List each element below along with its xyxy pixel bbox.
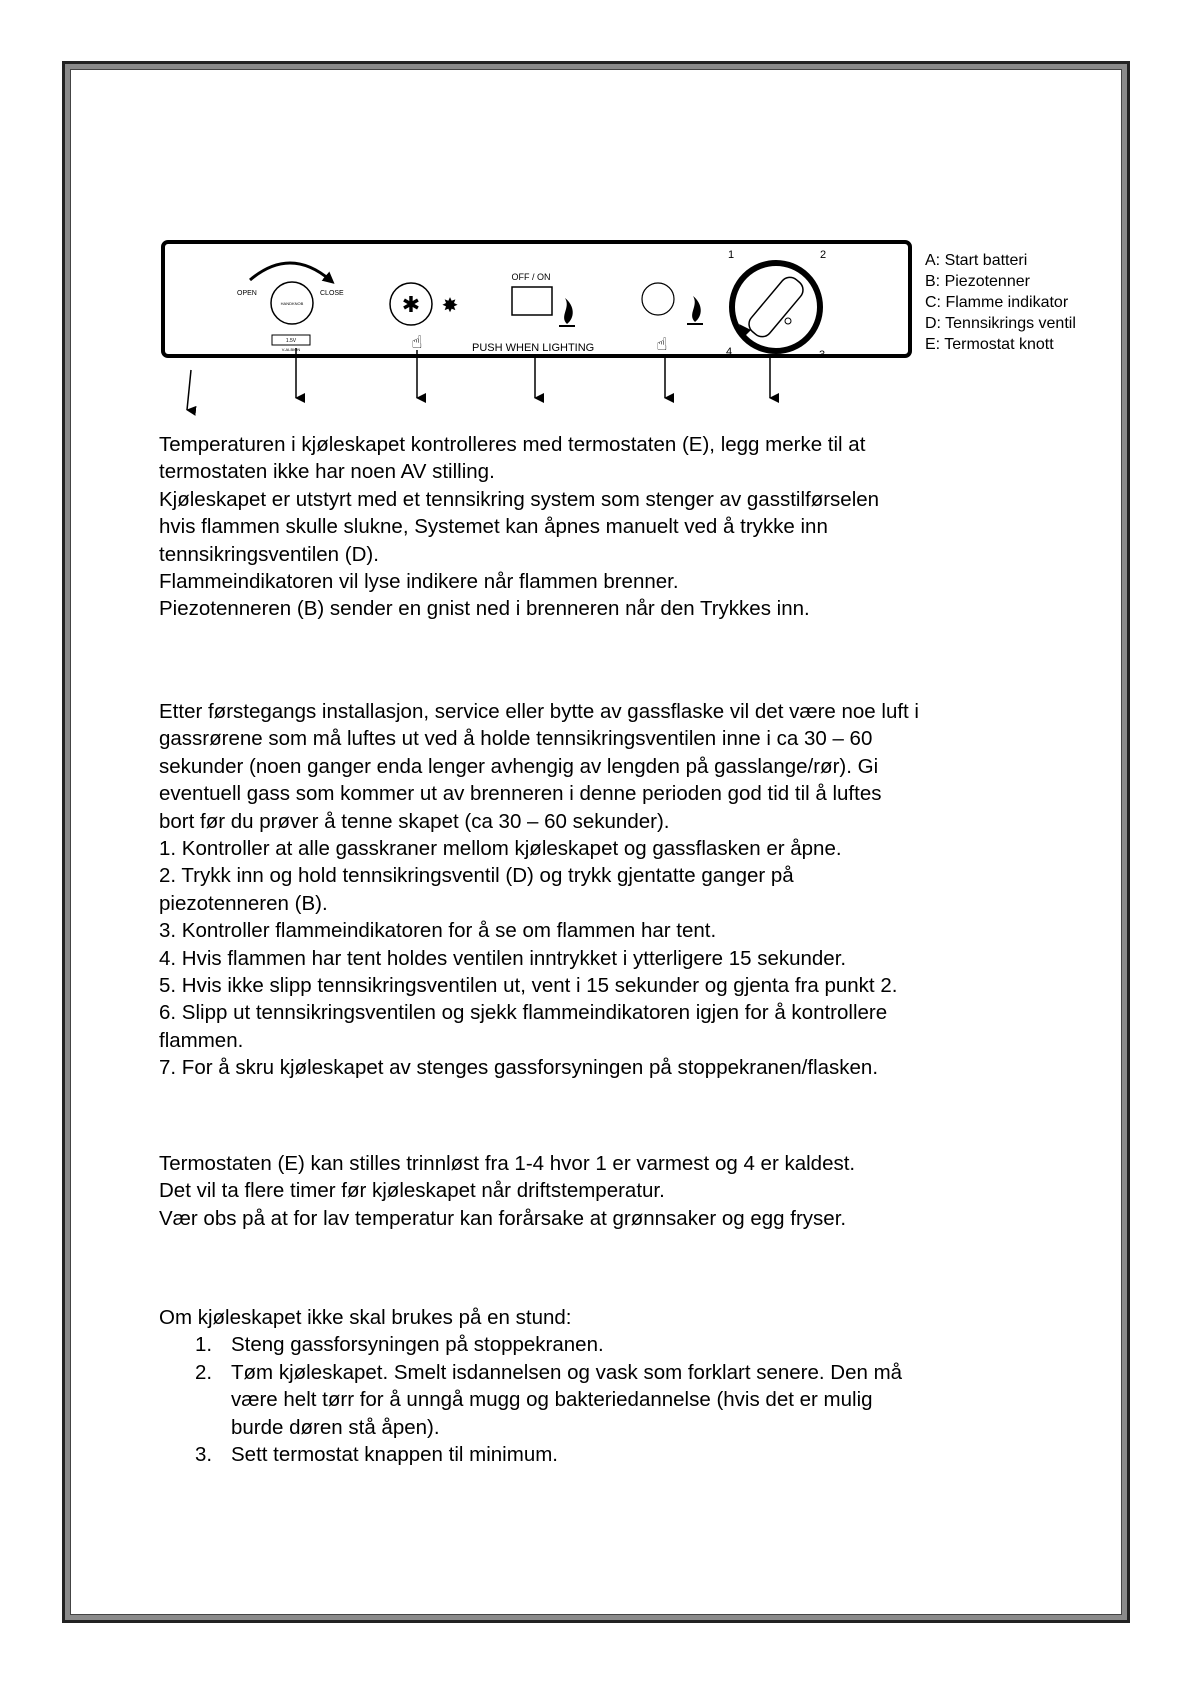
- storage-steps: [159, 1331, 902, 1468]
- text-line: gassrørene som må luftes ut ved å holde tennsikringsventilen inne i ca 30 – 60: [159, 727, 873, 751]
- section-thermostat-setting: [159, 1150, 855, 1232]
- push-hand-icon: ☝: [411, 332, 423, 353]
- step-text: burde døren stå åpen).: [231, 1415, 440, 1439]
- spark-icon: ✱: [401, 293, 421, 318]
- open-label: OPEN: [237, 290, 257, 297]
- text-line: Vær obs på at for lav temperatur kan forårsake at grønnsaker og egg fryser.: [159, 1206, 847, 1230]
- text-line: eventuell gass som kommer ut av brenneren i denne perioden god tid til å luftes: [159, 782, 882, 806]
- text-line: termostaten ikke har noen AV stilling.: [159, 460, 495, 484]
- step-line: 7. For å skru kjøleskapet av stenges gassforsyningen på stoppekranen/flasken.: [159, 1056, 879, 1080]
- text-line: Temperaturen i kjøleskapet kontrolleres med termostaten (E), legg merke til at: [159, 433, 866, 456]
- step-text: Tøm kjøleskapet. Smelt isdannelsen og vask som forklart senere. Den må: [231, 1360, 903, 1384]
- knob-text: HANDKNOB: [280, 301, 304, 306]
- storage-step-1: [159, 1331, 902, 1358]
- text-line: sekunder (noen ganger enda lenger avhengig av lengden på gasslange/rør). Gi: [159, 754, 879, 778]
- step-line: flammen.: [159, 1028, 244, 1052]
- battery-caption: V-ALBION: [281, 347, 301, 352]
- text-line: Termostaten (E) kan stilles trinnløst fra 1-4 hvor 1 er varmest og 4 er kaldest.: [159, 1152, 856, 1175]
- valve-hand-icon: ☝: [656, 334, 668, 355]
- step-line: 2. Trykk inn og hold tennsikringsventil (D) og trykk gjentatte ganger på: [159, 864, 794, 888]
- step-line: 5. Hvis ikke slipp tennsikringsventilen ut, vent i 15 sekunder og gjenta fra punkt 2.: [159, 974, 898, 998]
- flame-window: [512, 287, 552, 315]
- step-text: Sett termostat knappen til minimum.: [231, 1443, 558, 1467]
- legend-item-a: A: Start batteri: [925, 252, 1028, 269]
- text-line: Kjøleskapet er utstyrt med et tennsikring system som stenger av gasstilførselen: [159, 487, 880, 511]
- text-line: bort før du prøver å tenne skapet (ca 30 – 60 sekunder).: [159, 809, 670, 833]
- valve-button: [642, 283, 674, 315]
- dial-number-1: 1: [728, 249, 735, 261]
- text-line: tennsikringsventilen (D).: [159, 542, 379, 566]
- legend-item-e: E: Termostat knott: [925, 336, 1054, 353]
- step-number: 1.: [195, 1333, 213, 1357]
- section-lighting-procedure: [159, 698, 919, 1082]
- diagram-legend: [925, 250, 1076, 355]
- step-line: piezotenneren (B).: [159, 891, 328, 915]
- arrow-a: [187, 370, 191, 410]
- legend-item-c: C: Flamme indikator: [925, 294, 1069, 311]
- control-panel-diagram: [155, 238, 915, 418]
- step-line: 4. Hvis flammen har tent holdes ventilen inntrykket i ytterligere 15 sekunder.: [159, 946, 847, 970]
- legend-item-b: B: Piezotenner: [925, 273, 1030, 290]
- text-line: Piezotenneren (B) sender en gnist ned i brenneren når den Trykkes inn.: [159, 597, 810, 621]
- text-line: hvis flammen skulle slukne, Systemet kan åpnes manuelt ved å trykke inn: [159, 515, 828, 539]
- storage-step-2: [159, 1359, 902, 1441]
- step-text: Steng gassforsyningen på stoppekranen.: [231, 1333, 604, 1357]
- dial-number-2: 2: [820, 249, 827, 261]
- step-number: 3.: [195, 1443, 213, 1467]
- push-when-lighting-label: PUSH WHEN LIGHTING: [472, 342, 595, 354]
- text-line: Etter førstegangs installasjon, service eller bytte av gassflaske vil det være noe luft i: [159, 700, 919, 723]
- step-line: 3. Kontroller flammeindikatoren for å se om flammen har tent.: [159, 919, 717, 943]
- storage-step-3: [159, 1441, 902, 1468]
- close-label: CLOSE: [320, 290, 344, 297]
- offon-label: OFF / ON: [511, 272, 551, 282]
- text-line: Flammeindikatoren vil lyse indikere når flammen brenner.: [159, 570, 679, 594]
- text-line: Det vil ta flere timer før kjøleskapet når driftstemperatur.: [159, 1179, 665, 1203]
- step-line: 6. Slipp ut tennsikringsventilen og sjekk flammeindikatoren igjen for å kontrollere: [159, 1001, 888, 1025]
- section-storage: [159, 1304, 902, 1468]
- spark-small-icon: ✸: [441, 293, 459, 317]
- battery-text: 1.5V: [285, 338, 297, 344]
- legend-item-d: D: Tennsikrings ventil: [925, 315, 1076, 332]
- step-line: 1. Kontroller at alle gasskraner mellom kjøleskapet og gassflasken er åpne.: [159, 837, 842, 861]
- step-number: 2.: [195, 1360, 213, 1384]
- dial-number-3: 3: [819, 349, 826, 361]
- step-text: være helt tørr for å unngå mugg og bakteriedannelse (hvis det er mulig: [231, 1388, 873, 1412]
- section-thermostat-intro: [159, 431, 879, 623]
- dial-number-4: 4: [726, 346, 733, 358]
- storage-intro: Om kjøleskapet ikke skal brukes på en stund:: [159, 1306, 572, 1329]
